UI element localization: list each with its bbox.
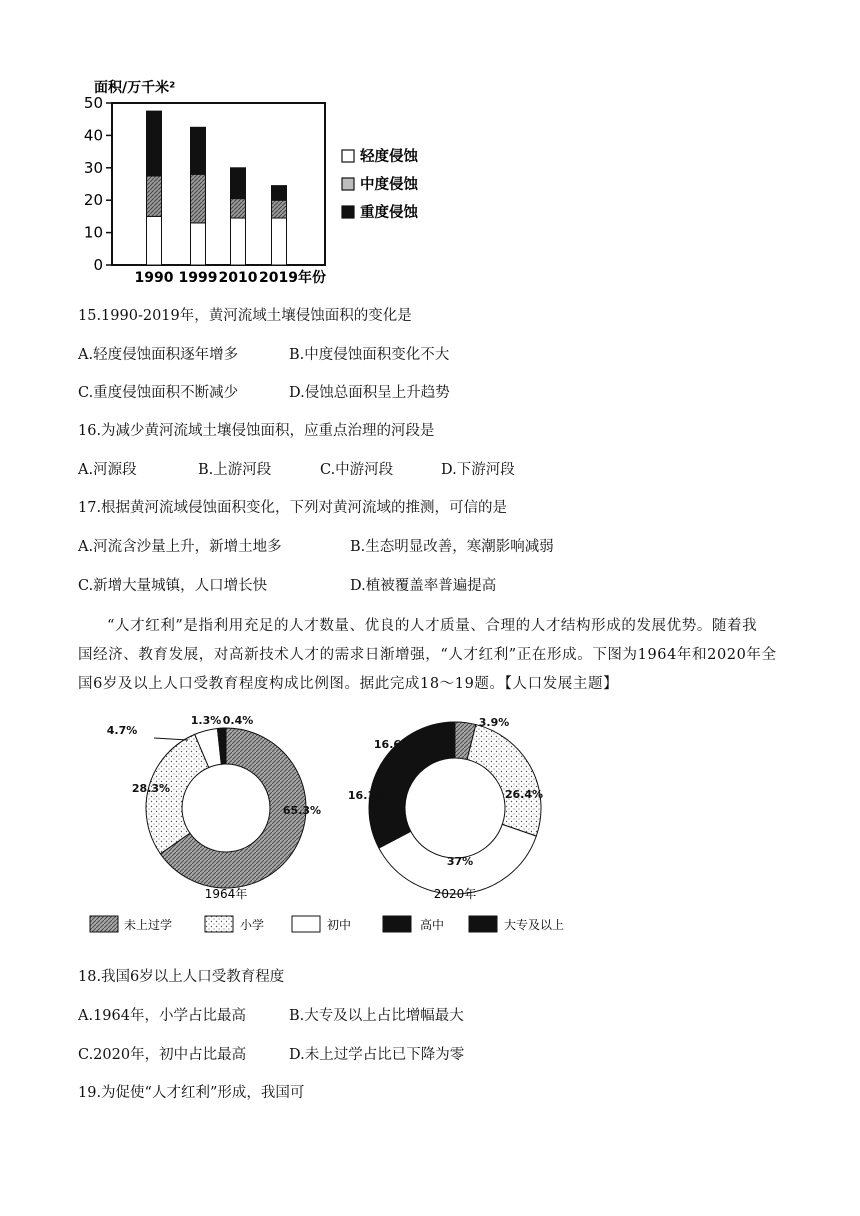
q15-option-b: B.中度侵蚀面积变化不大	[289, 347, 450, 363]
legend-swatch-junior	[292, 916, 320, 932]
legend-senior: 高中	[420, 918, 445, 932]
q18-option-c: C.2020年，初中占比最高	[78, 1047, 247, 1063]
education-donut-charts	[80, 700, 600, 950]
leader-line-4-7	[154, 738, 188, 740]
q16-option-a: A.河源段	[78, 462, 137, 478]
legend-no-school: 未上过学	[124, 918, 173, 932]
q15-option-a: A.轻度侵蚀面积逐年增多	[78, 347, 239, 363]
legend-light-erosion: 轻度侵蚀	[360, 149, 418, 165]
donut-1964-label-0: 65.3%	[282, 804, 322, 817]
question-19-stem: 19.为促使“人才红利”形成，我国可	[78, 1085, 305, 1101]
question-15-stem: 15.1990-2019年，黄河流域土壤侵蚀面积的变化是	[78, 308, 412, 324]
donut-1964-slice-4	[224, 728, 226, 764]
question-16-stem: 16.为减少黄河流域土壤侵蚀面积，应重点治理的河段是	[78, 423, 435, 439]
bar-light-2019	[272, 218, 287, 265]
y-axis-label: 面积/万千米²	[94, 80, 176, 96]
question-17-stem: 17.根据黄河流域侵蚀面积变化，下列对黄河流域的推测，可信的是	[78, 500, 508, 516]
q18-option-d: D.未上过学占比已下降为零	[289, 1047, 465, 1063]
intro-line-3: 国6岁及以上人口受教育程度构成比例图。据此完成18～19题。【人口发展主题】	[78, 676, 619, 692]
donut-2020-label-3: 16.1%	[347, 789, 387, 802]
q17-option-a: A.河流含沙量上升，新增土地多	[78, 539, 282, 555]
bar-medium-1999	[191, 174, 206, 223]
intro-line-2: 国经济、教育发展，对高新技术人才的需求日渐增强，“人才红利”正在形成。下图为1964年和2020年全	[78, 647, 777, 663]
bar-light-1990	[147, 216, 162, 265]
donut-2020-label-4: 16.6%	[373, 738, 413, 751]
donut-1964-label-1: 28.3%	[131, 782, 171, 795]
q17-option-c: C.新增大量城镇，人口增长快	[78, 578, 268, 594]
legend-college: 大专及以上	[504, 918, 565, 932]
intro-paragraph	[78, 612, 778, 699]
legend-swatch-primary	[205, 916, 233, 932]
q16-option-d: D.下游河段	[441, 462, 515, 478]
q18-option-b: B.大专及以上占比增幅最大	[289, 1008, 464, 1024]
bar-heavy-2010	[231, 168, 246, 199]
q16-option-c: C.中游河段	[320, 462, 394, 478]
donut-1964-label-4: 0.4%	[222, 714, 254, 727]
question-18-stem: 18.我国6岁以上人口受教育程度	[78, 969, 285, 985]
bar-heavy-2019	[272, 186, 287, 201]
y-tick-label: 20	[83, 191, 103, 210]
legend-swatch-light	[342, 150, 354, 162]
donut-title-1964: 1964年	[204, 887, 248, 901]
y-tick-label: 10	[83, 223, 103, 242]
donut-legend	[90, 916, 564, 932]
q17-option-b: B.生态明显改善，寒潮影响减弱	[350, 539, 554, 555]
bar-medium-1990	[147, 176, 162, 217]
y-tick-label: 0	[93, 256, 103, 274]
erosion-bar-chart	[70, 70, 450, 290]
donut-1964-label-2: 4.7%	[106, 724, 138, 737]
y-tick-label: 50	[83, 94, 103, 112]
legend-swatch-college	[469, 916, 497, 932]
bar-light-1999	[191, 223, 206, 265]
legend-swatch-no-school	[90, 916, 118, 932]
donut-2020-label-2: 37%	[446, 855, 474, 868]
bar-heavy-1990	[147, 111, 162, 176]
legend-primary: 小学	[240, 918, 265, 932]
y-tick-label: 30	[83, 158, 103, 177]
legend-medium-erosion: 中度侵蚀	[360, 177, 418, 193]
legend-swatch-heavy	[342, 206, 354, 218]
legend-heavy-erosion: 重度侵蚀	[360, 205, 418, 221]
donut-title-2020: 2020年	[433, 887, 477, 901]
q15-option-c: C.重度侵蚀面积不断减少	[78, 385, 239, 401]
y-tick-label: 40	[83, 126, 103, 145]
donut-2020-label-1: 26.4%	[504, 788, 544, 801]
bar-medium-2019	[272, 200, 287, 218]
donut-1964-label-3: 1.3%	[190, 714, 222, 727]
x-tick-2010: 2010	[218, 270, 258, 286]
donut-2020-slice-1	[467, 725, 544, 837]
x-tick-1990: 1990	[134, 270, 174, 286]
legend-swatch-senior	[383, 916, 411, 932]
intro-line-1: “人才红利”是指利用充足的人才数量、优良的人才质量、合理的人才结构形成的发展优势。随着我	[107, 618, 758, 634]
bar-heavy-1999	[191, 127, 206, 174]
q18-option-a: A.1964年，小学占比最高	[78, 1008, 246, 1024]
legend-junior: 初中	[327, 918, 352, 932]
bar-light-2010	[231, 218, 246, 265]
q16-option-b: B.上游河段	[198, 462, 272, 478]
q15-option-d: D.侵蚀总面积呈上升趋势	[289, 385, 450, 401]
donut-2020-label-0: 3.9%	[478, 716, 510, 729]
plot-frame	[112, 103, 325, 265]
bar-medium-2010	[231, 199, 246, 218]
q17-option-d: D.植被覆盖率普遍提高	[350, 578, 497, 594]
x-tick-2019-year: 2019年份	[259, 270, 326, 286]
legend-swatch-medium	[342, 178, 354, 190]
x-tick-1999: 1999	[178, 270, 218, 286]
